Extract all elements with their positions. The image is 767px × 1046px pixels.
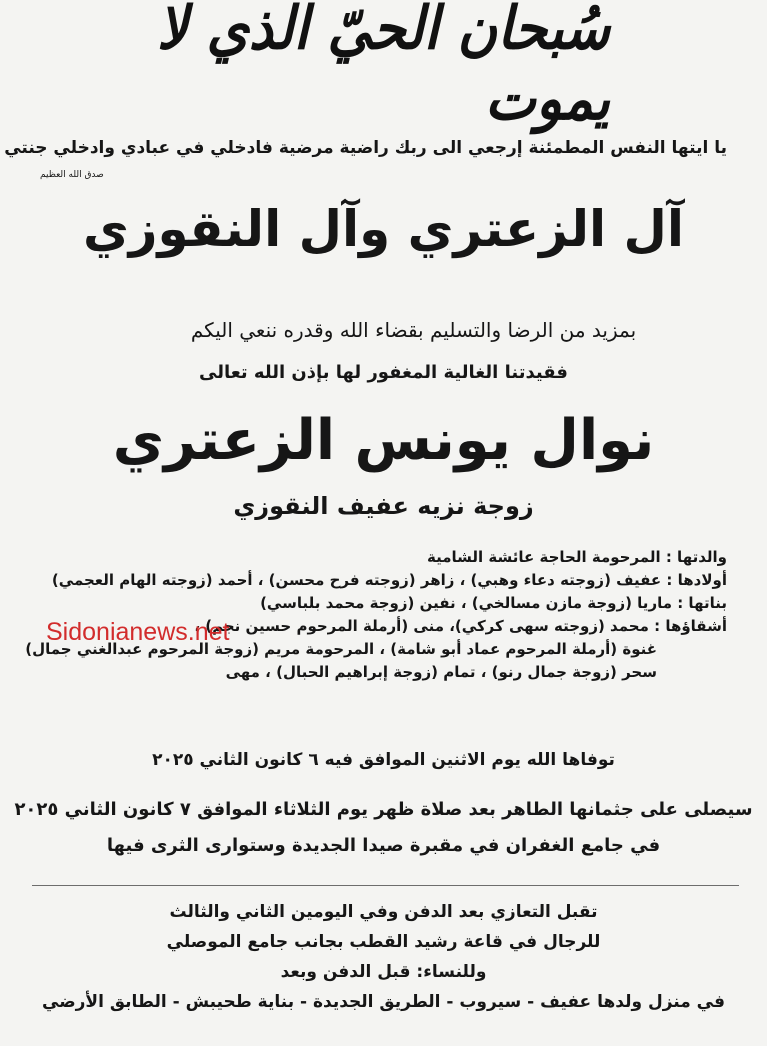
deceased-name: نوال يونس الزعتري	[112, 408, 655, 473]
funeral-prayer	[0, 792, 767, 864]
condolence-line-3: وللنساء: قبل الدفن وبعد	[280, 962, 487, 982]
relatives-siblings-cont-2: سحر (زوجة جمال رنو) ، تمام (زوجة إبراهيم الحبال) ، مهى	[225, 663, 657, 681]
relatives-siblings: أشقاؤها : محمد (زوجته سهى كركي)، منى (أرملة المرحوم حسين نجم) ،	[194, 617, 727, 635]
site-watermark: Sidonianews.net	[46, 618, 230, 646]
relatives-mother: والدتها : المرحومة الحاجة عائشة الشامية	[427, 548, 727, 566]
quran-verse: يا ايتها النفس المطمئنة إرجعي الى ربك راضية مرضية فادخلي في عبادي وادخلي جنتي	[4, 138, 727, 158]
intro-line-2: فقيدتنا الغالية المغفور لها بإذن الله تعالى	[199, 362, 568, 383]
spouse-line: زوجة نزيه عفيف النقوزي	[233, 492, 534, 520]
funeral-prayer-line-1: سيصلى على جثمانها الطاهر بعد صلاة ظهر يوم الثلاثاء الموافق ٧ كانون الثاني ٢٠٢٥	[14, 799, 753, 820]
relatives-sons: أولادها : عفيف (زوجته دعاء وهبي) ، زاهر (زوجته فرح محسن) ، أحمد (زوجته الهام العجمي)	[51, 571, 727, 589]
relatives-daughters: بناتها : ماريا (زوجة مازن مسالخي) ، نفين (زوجة محمد بلباسي)	[260, 594, 727, 612]
section-divider	[32, 885, 739, 886]
verse-attribution: صدق الله العظيم	[40, 170, 104, 180]
condolence-line-4: في منزل ولدها عفيف - سيروب - الطريق الجديدة - بناية طحيبش - الطابق الأرضي	[42, 992, 725, 1012]
condolence-line-2: للرجال في قاعة رشيد القطب بجانب جامع الموصلي	[166, 932, 601, 952]
condolence-details	[0, 897, 767, 1017]
relatives-list	[7, 546, 727, 684]
calligraphy-heading: سُبحان الحيّ الذي لا يموت	[156, 0, 610, 134]
intro-line-1: بمزيد من الرضا والتسليم بقضاء الله وقدره ننعي اليكم	[190, 318, 637, 342]
death-date-line: توفاها الله يوم الاثنين الموافق فيه ٦ كانون الثاني ٢٠٢٥	[152, 750, 615, 770]
funeral-prayer-line-2: في جامع الغفران في مقبرة صيدا الجديدة وستوارى الثرى فيها	[106, 835, 661, 856]
condolence-line-1: تقبل التعازي بعد الدفن وفي اليومين الثاني والثالث	[169, 902, 598, 922]
families-title: آل الزعتري وآل النقوزي	[82, 200, 685, 258]
relatives-siblings-cont: غنوة (أرملة المرحوم عماد أبو شامة) ، المرحومة مريم (زوجة المرحوم عبدالغني جمال)	[25, 640, 657, 658]
